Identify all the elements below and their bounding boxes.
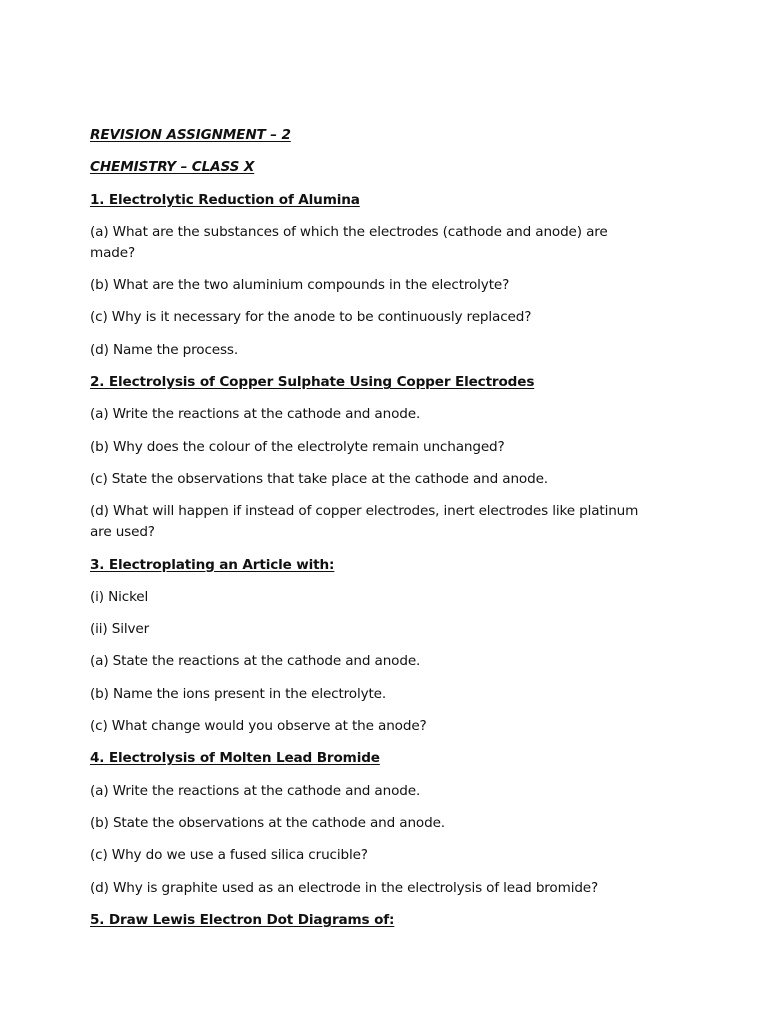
question-item: (d) Name the process. xyxy=(90,341,239,358)
question-item: (a) What are the substances of which the electrodes (cathode and anode) are made? xyxy=(90,223,608,261)
question-item: (i) Nickel xyxy=(90,588,149,605)
question-item: (c) Why do we use a fused silica crucible? xyxy=(90,847,368,864)
question-item: (d) What will happen if instead of copper electrodes, inert electrodes like platinum are used? xyxy=(90,503,639,541)
question-item: (b) What are the two aluminium compounds in the electrolyte? xyxy=(90,277,510,294)
document-body xyxy=(90,125,655,942)
question-item: (c) State the observations that take place at the cathode and anode. xyxy=(90,470,548,487)
question-item: (b) Why does the colour of the electrolyte remain unchanged? xyxy=(90,438,505,455)
question-item: (a) Write the reactions at the cathode and anode. xyxy=(90,406,421,423)
question-item: (c) Why is it necessary for the anode to be continuously replaced? xyxy=(90,309,532,326)
document-title: REVISION ASSIGNMENT – 2 xyxy=(90,127,291,143)
section-heading-2: 2. Electrolysis of Copper Sulphate Using Copper Electrodes xyxy=(90,374,535,391)
question-item: (ii) Silver xyxy=(90,621,150,638)
question-item: (a) Write the reactions at the cathode and anode. xyxy=(90,782,421,799)
question-item: (b) Name the ions present in the electrolyte. xyxy=(90,685,387,702)
question-item: (d) Why is graphite used as an electrode in the electrolysis of lead bromide? xyxy=(90,879,599,896)
question-item: (c) What change would you observe at the anode? xyxy=(90,718,427,735)
question-item: (a) State the reactions at the cathode and anode. xyxy=(90,653,421,670)
section-heading-5: 5. Draw Lewis Electron Dot Diagrams of: xyxy=(90,911,395,928)
section-heading-4: 4. Electrolysis of Molten Lead Bromide xyxy=(90,750,380,767)
section-heading-1: 1. Electrolytic Reduction of Alumina xyxy=(90,191,360,208)
question-item: (b) State the observations at the cathode and anode. xyxy=(90,814,445,831)
document-subtitle: CHEMISTRY – CLASS X xyxy=(90,159,255,176)
section-heading-3: 3. Electroplating an Article with: xyxy=(90,556,335,573)
